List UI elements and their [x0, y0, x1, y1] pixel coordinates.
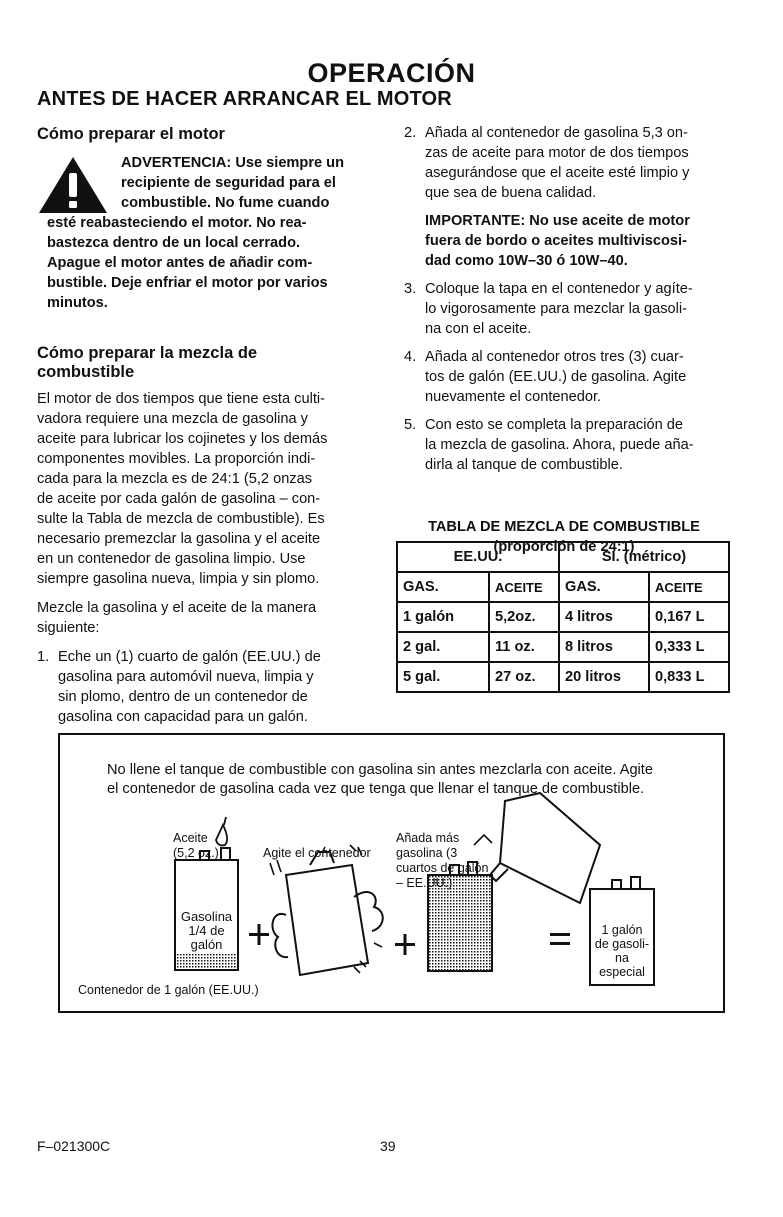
table-cell: 0,833 L — [649, 662, 729, 692]
table-cell: 4 litros — [559, 602, 649, 632]
add-gas-label — [396, 831, 488, 891]
step-5 — [404, 415, 734, 475]
page-title: OPERACIÓN — [307, 58, 476, 88]
table-cell: 8 litros — [559, 632, 649, 662]
prep-mix-heading-line: Cómo preparar la mezcla de — [37, 344, 258, 362]
step-line: sin plomo, dentro de un contenedor de — [58, 689, 308, 705]
plus-sign-2 — [395, 934, 415, 955]
table-column-header-row — [397, 572, 729, 602]
intro-line: vadora requiere una mezcla de gasolina y — [37, 411, 308, 427]
quarter-gallon-label — [176, 910, 237, 952]
left-column — [37, 125, 377, 727]
shake-label: Agite el contenedor — [263, 846, 371, 860]
figure-note-line: el contenedor de gasolina cada vez que tenga que llenar el tanque de combustible. — [107, 781, 645, 797]
add-gas-label-line: – EE.UU.) — [396, 876, 453, 890]
step-line: Coloque la tapa en el contenedor y agíte- — [425, 281, 693, 297]
warning-line: esté reabasteciendo el motor. No rea- — [47, 215, 307, 231]
table-row — [397, 632, 729, 662]
important-note — [404, 211, 734, 271]
step-2 — [404, 123, 734, 203]
figure-note-line: No llene el tanque de combustible con gasolina sin antes mezclarla con aceite. Agite — [107, 762, 653, 778]
mixed-gallon-line: especial — [599, 965, 645, 979]
warning-line: Apague el motor antes de añadir com- — [47, 255, 313, 271]
plus-sign-1 — [249, 924, 269, 945]
intro-line: sulte la Tabla de mezcla de combustible). Es — [37, 511, 325, 527]
intro-line: aceite para lubricar los cojinetes y los demás — [37, 431, 328, 447]
mixed-gallon-line: na — [615, 951, 629, 965]
table-group-header-row — [397, 542, 729, 572]
table-cell: 2 gal. — [397, 632, 489, 662]
step-line: asegurándose que el aceite esté limpio y — [425, 165, 690, 181]
oil-label-line: (5,2 oz.) — [173, 846, 219, 860]
step-number: 4. — [404, 349, 417, 365]
prep-mix-heading-line: combustible — [37, 363, 135, 381]
quarter-gallon-line: galón — [190, 937, 223, 952]
step-number: 3. — [404, 281, 417, 297]
important-line: dad como 10W–30 ó 10W–40. — [425, 253, 628, 269]
mixed-gallon-line: 1 galón — [601, 923, 643, 937]
prep-mix-heading — [37, 344, 377, 382]
table-cell: 27 oz. — [489, 662, 559, 692]
table-col-header: GAS. — [559, 572, 649, 602]
table-group-si: SI. (métrico) — [559, 542, 729, 572]
table-cell: 20 litros — [559, 662, 649, 692]
step-line: gasolina con capacidad para un galón. — [58, 709, 308, 725]
table-cell: 0,333 L — [649, 632, 729, 662]
table-title-line: (proporción de 24:1) — [493, 539, 635, 555]
add-gas-label-line: Añada más — [396, 831, 460, 845]
table-col-header: ACEITE — [489, 572, 559, 602]
table-cell: 5 gal. — [397, 662, 489, 692]
mixed-gallon-line: de gasoli- — [594, 937, 650, 951]
right-column — [404, 125, 734, 557]
step-line: Añada al contenedor otros tres (3) cuar- — [425, 349, 684, 365]
quarter-gallon-line: 1/4 de — [188, 923, 225, 938]
important-line: IMPORTANTE: No use aceite de motor — [425, 213, 690, 229]
table-row — [397, 662, 729, 692]
document-code: F–021300C — [37, 1138, 111, 1154]
table-group-us: EE.UU. — [397, 542, 559, 572]
fuel-mix-table — [396, 541, 730, 693]
step-line: que sea de buena calidad. — [425, 185, 597, 201]
table-cell: 5,2oz. — [489, 602, 559, 632]
step-line: Con esto se completa la preparación de — [425, 417, 683, 433]
step-line: na con el aceite. — [425, 321, 532, 337]
oil-label — [173, 831, 219, 861]
warning-line: minutos. — [47, 295, 108, 311]
section-title: ANTES DE HACER ARRANCAR EL MOTOR — [37, 88, 452, 110]
table-cell: 0,167 L — [649, 602, 729, 632]
table-cell: 11 oz. — [489, 632, 559, 662]
page-number: 39 — [380, 1138, 396, 1154]
warning-block — [37, 153, 377, 313]
intro-line: El motor de dos tiempos que tiene esta culti- — [37, 391, 325, 407]
step-line: Añada al contenedor de gasolina 5,3 on- — [425, 125, 688, 141]
intro-line: siempre gasolina nueva, limpia y sin plomo. — [37, 571, 320, 587]
mixed-gallon-label — [590, 923, 654, 979]
table-title-line: TABLA DE MEZCLA DE COMBUSTIBLE — [428, 519, 700, 535]
step-line: gasolina para automóvil nueva, limpia y — [58, 669, 314, 685]
table-col-header: GAS. — [397, 572, 489, 602]
step-4 — [404, 347, 734, 407]
step-number: 5. — [404, 417, 417, 433]
intro-line: en un contenedor de gasolina limpio. Use — [37, 551, 306, 567]
equals-sign — [550, 933, 570, 945]
mix-line: Mezcle la gasolina y el aceite de la manera — [37, 600, 317, 616]
intro-line: componentes movibles. La proporción indi- — [37, 451, 316, 467]
mix-paragraph — [37, 598, 377, 638]
step-line: nuevamente el contenedor. — [425, 389, 602, 405]
step-number: 2. — [404, 125, 417, 141]
oil-label-line: Aceite — [173, 831, 208, 845]
step-line: tos de galón (EE.UU.) de gasolina. Agite — [425, 369, 687, 385]
prep-engine-heading: Cómo preparar el motor — [37, 125, 225, 143]
step-line: lo vigorosamente para mezclar la gasoli- — [425, 301, 687, 317]
important-line: fuera de bordo o aceites multiviscosi- — [425, 233, 687, 249]
add-gas-label-line: gasolina (3 — [396, 846, 458, 860]
warning-line: ADVERTENCIA: Use siempre un — [121, 155, 345, 171]
mixing-illustration-box — [58, 733, 725, 1013]
step-3 — [404, 279, 734, 339]
warning-line: bustible. Deje enfriar el motor por varios — [47, 275, 328, 291]
warning-line: combustible. No fume cuando — [121, 195, 330, 211]
intro-line: de aceite por cada galón de gasolina – con- — [37, 491, 321, 507]
container-label: Contenedor de 1 galón (EE.UU.) — [78, 983, 259, 997]
step-line: zas de aceite para motor de dos tiempos — [425, 145, 689, 161]
intro-line: necesario premezclar la gasolina y el aceite — [37, 531, 321, 547]
quarter-gallon-line: Gasolina — [180, 909, 233, 924]
add-gas-label-line: cuartos de galón — [396, 861, 489, 875]
warning-line: bastezca dentro de un local cerrado. — [47, 235, 301, 251]
warning-triangle-icon — [37, 155, 109, 215]
shaking-container-icon — [270, 845, 383, 975]
step-line: dirla al tanque de combustible. — [425, 457, 623, 473]
mix-line: siguiente: — [37, 620, 100, 636]
intro-paragraph — [37, 389, 377, 589]
step-1 — [37, 647, 377, 727]
table-row — [397, 602, 729, 632]
warning-line: recipiente de seguridad para el — [121, 175, 336, 191]
intro-line: cada para la mezcla es de 24:1 (5,2 onzas — [37, 471, 313, 487]
table-col-header: ACEITE — [649, 572, 729, 602]
table-cell: 1 galón — [397, 602, 489, 632]
step-number: 1. — [37, 649, 50, 665]
step-line: la mezcla de gasolina. Ahora, puede aña- — [425, 437, 694, 453]
step-line: Eche un (1) cuarto de galón (EE.UU.) de — [58, 649, 321, 665]
